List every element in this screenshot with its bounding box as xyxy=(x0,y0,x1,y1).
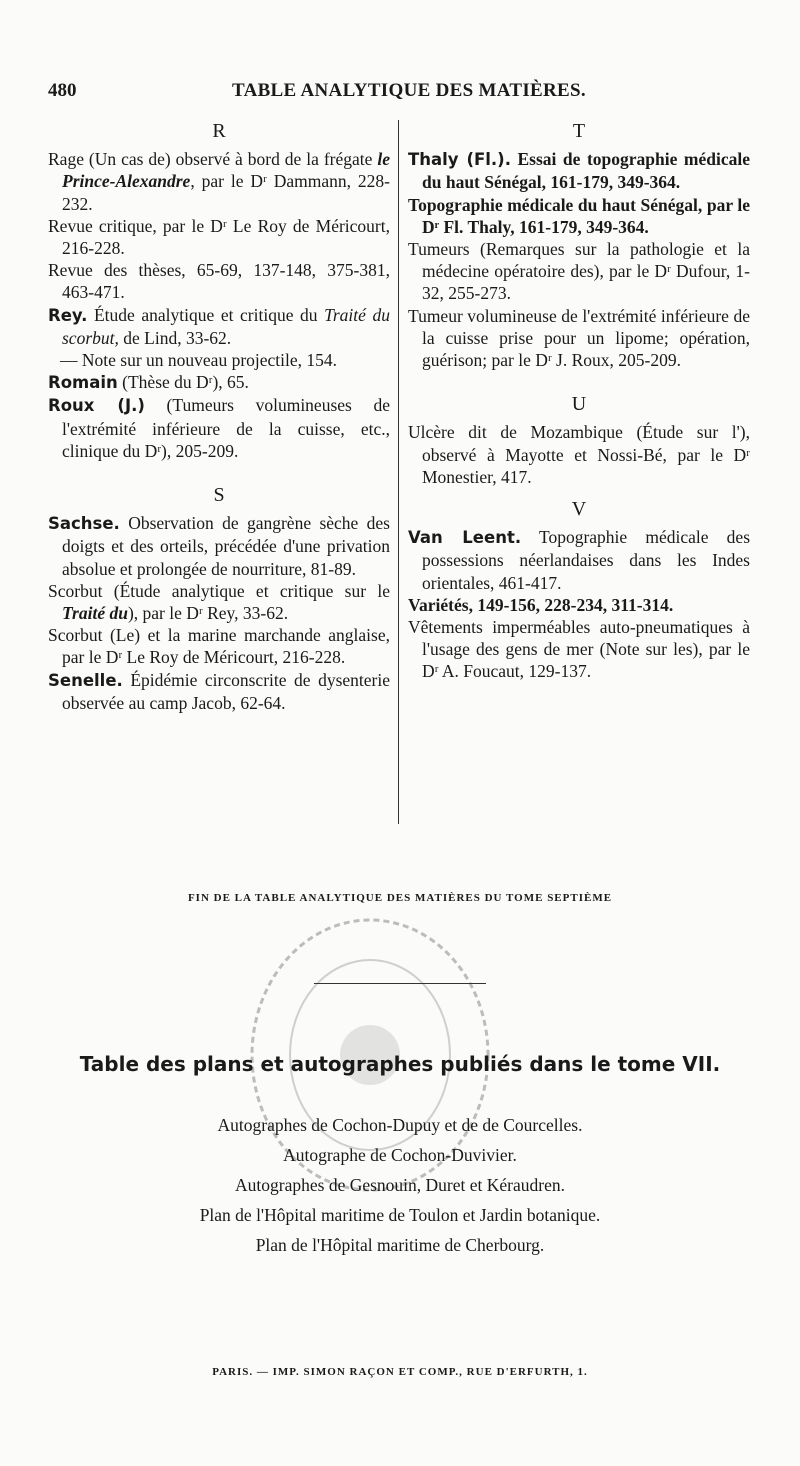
index-entry-van-leent: Van Leent. Topographie médicale des possessions néerlandaises dans les Indes orientales, 461-417. xyxy=(408,527,751,593)
plans-table-title: Table des plans et autographes publiés dans le tome VII. xyxy=(79,1052,721,1076)
index-entry-scorbut-1: Scorbut (Étude analytique et critique sur le Traité du), par le Dʳ Rey, 33-62. xyxy=(48,580,390,624)
index-entry-varietes: Variétés, 149-156, 228-234, 311-314. xyxy=(408,594,674,615)
index-entry-thaly: Thaly (Fl.). Essai de topographie médicale du haut Sénégal, 161-179, 349-364. xyxy=(408,149,750,193)
index-entry-tumeur: Tumeur volumineuse de l'extrémité inférieure de la cuisse prise pour un lipome; opération, guérison; par le Dʳ J. Roux, 205-209. xyxy=(408,305,750,371)
index-entry-scorbut-2: Scorbut (Le) et la marine marchande anglaise, par le Dʳ Le Roy de Méricourt, 216-228. xyxy=(48,625,390,668)
plans-list xyxy=(0,1110,800,1260)
left-column xyxy=(48,116,390,714)
index-entry-rey-note: — Note sur un nouveau projectile, 154. xyxy=(60,350,338,371)
plans-list-item: Autographes de Gesnouin, Duret et Kéraudren. xyxy=(235,1175,565,1195)
end-of-table-notice: FIN DE LA TABLE ANALYTIQUE DES MATIÈRES DU TOME SEPTIÈME xyxy=(187,892,613,904)
section-heading-u: U xyxy=(571,393,587,416)
index-entry-revue-critique: Revue critique, par le Dʳ Le Roy de Méricourt, 216-228. xyxy=(48,215,390,259)
section-heading-r: R xyxy=(212,120,226,142)
plans-list-item: Autographes de Cochon-Dupuy et de de Courcelles. xyxy=(217,1115,583,1135)
index-entry-rey: Rey. Étude analytique et critique du Traité du scorbut, de Lind, 33-62. xyxy=(48,304,390,348)
index-entry-tumeurs: Tumeurs (Remarques sur la pathologie et la médecine opératoire des), par le Dʳ Dufour, 1-32, 255-273. xyxy=(408,239,750,304)
right-column xyxy=(408,116,750,683)
printer-imprint: PARIS. — IMP. SIMON RAÇON ET COMP., RUE D'ERFURTH, 1. xyxy=(212,1366,588,1378)
index-entry-revue-theses: Revue des thèses, 65-69, 137-148, 375-381, 463-471. xyxy=(48,260,390,303)
section-heading-s: S xyxy=(213,484,225,507)
section-heading-v: V xyxy=(571,498,587,521)
index-entry-romain: Romain (Thèse du Dʳ), 65. xyxy=(48,372,249,393)
running-title: TABLE ANALYTIQUE DES MATIÈRES. xyxy=(232,80,586,101)
index-entry-sachse: Sachse. Observation de gangrène sèche des doigts et des orteils, précédée d'une privation absolue et prolongée de nourriture, 81-89. xyxy=(48,513,390,579)
index-entry-ulcere: Ulcère dit de Mozambique (Étude sur l'), observé à Mayotte et Nossi-Bé, par le Dʳ Monestier, 417. xyxy=(408,422,750,487)
index-entry-senelle: Senelle. Épidémie circonscrite de dysenterie observée au camp Jacob, 62-64. xyxy=(48,669,390,713)
plans-list-item: Plan de l'Hôpital maritime de Toulon et Jardin botanique. xyxy=(199,1205,601,1225)
column-divider xyxy=(398,120,399,824)
index-entry-vetements: Vêtements imperméables auto-pneumatiques à l'usage des gens de mer (Note sur les), par le Dʳ A. Foucaut, 129-137. xyxy=(408,617,750,682)
index-entry-roux: Roux (J.) (Tumeurs volumineuses de l'extrémité inférieure de la cuisse, etc., clinique du Dʳ), 205-209. xyxy=(48,395,390,461)
section-heading-t: T xyxy=(572,120,586,142)
index-entry-topographie: Topographie médicale du haut Sénégal, par le Dʳ Fl. Thaly, 161-179, 349-364. xyxy=(408,194,750,237)
separator-rule xyxy=(314,983,486,984)
page-number: 480 xyxy=(48,80,77,101)
plans-list-item: Plan de l'Hôpital maritime de Cherbourg. xyxy=(255,1235,545,1255)
index-entry-rage: Rage (Un cas de) observé à bord de la frégate le Prince-Alexandre, par le Dʳ Dammann, 228-232. xyxy=(48,149,390,214)
plans-list-item: Autographe de Cochon-Duvivier. xyxy=(283,1145,517,1165)
